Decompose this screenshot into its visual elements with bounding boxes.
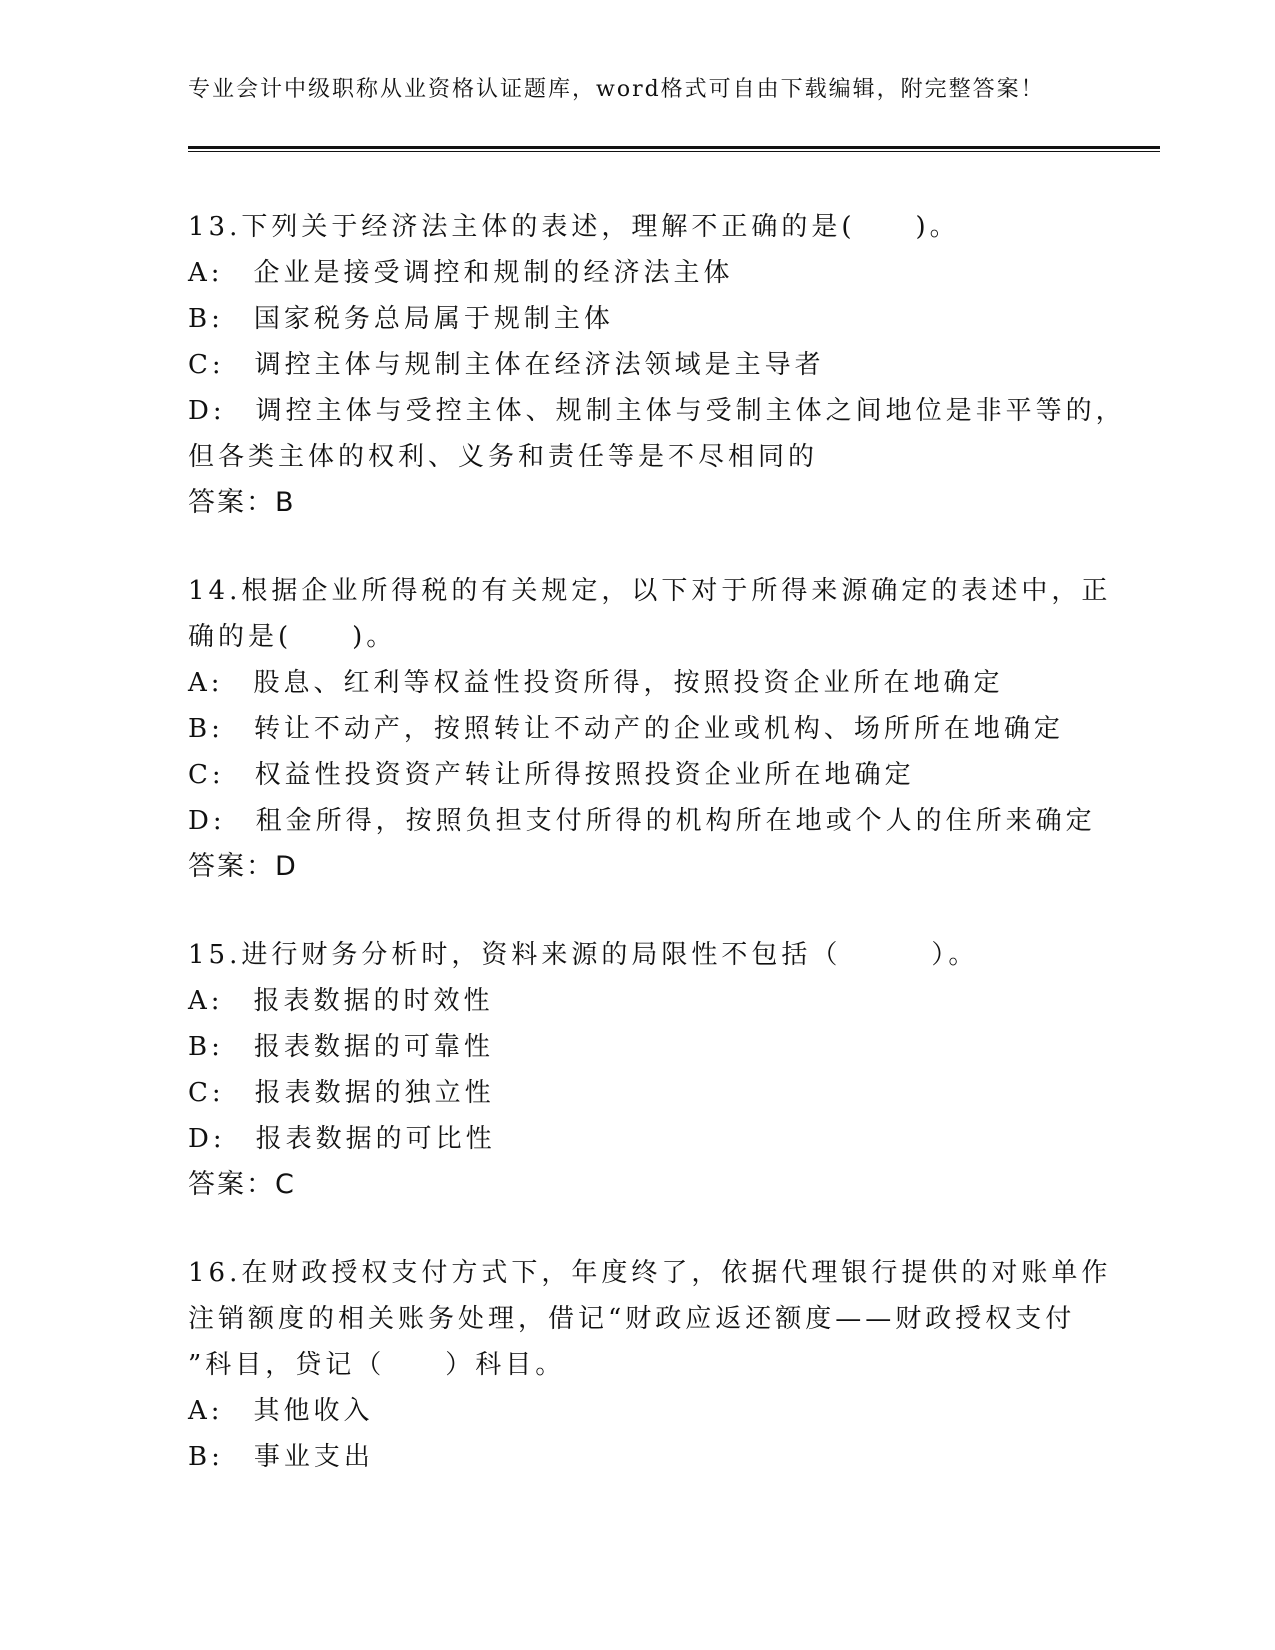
answer: 答案：B (188, 487, 296, 518)
option-a: A: 企业是接受调控和规制的经济法主体 (188, 258, 734, 288)
question-stem: 15.进行财务分析时，资料来源的局限性不包括（ ）。 (188, 940, 979, 970)
option-c: C: 权益性投资资产转让所得按照投资企业所在地确定 (188, 760, 915, 790)
option-b: B: 国家税务总局属于规制主体 (188, 304, 614, 334)
question-13 (188, 204, 1126, 526)
question-stem-continued: 确的是( )。 (188, 622, 397, 652)
question-stem: 16.在财政授权支付方式下，年度终了，依据代理银行提供的对账单作 (188, 1258, 1112, 1288)
question-14 (188, 568, 1112, 890)
page-header: 专业会计中级职称从业资格认证题库，word格式可自由下载编辑，附完整答案！ (188, 77, 1045, 102)
answer: 答案：D (188, 851, 298, 882)
option-d: D: 租金所得，按照负担支付所得的机构所在地或个人的住所来确定 (188, 806, 1096, 836)
question-15 (188, 932, 1088, 1208)
question-16 (188, 1250, 1112, 1480)
question-stem: 14.根据企业所得税的有关规定，以下对于所得来源确定的表述中，正 (188, 576, 1112, 606)
header-rule-thin (188, 151, 1160, 152)
option-b: B: 转让不动产，按照转让不动产的企业或机构、场所所在地确定 (188, 714, 1064, 744)
question-stem-continued: 注销额度的相关账务处理，借记“财政应返还额度——财政授权支付 (188, 1304, 1076, 1334)
option-c: C: 报表数据的独立性 (188, 1078, 495, 1108)
option-d: D: 报表数据的可比性 (188, 1124, 496, 1154)
option-a: A: 报表数据的时效性 (188, 986, 494, 1016)
question-list (188, 204, 1126, 1522)
option-a: A: 其他收入 (188, 1396, 374, 1426)
question-stem: 13.下列关于经济法主体的表述，理解不正确的是( )。 (188, 212, 960, 242)
option-c: C: 调控主体与规制主体在经济法领域是主导者 (188, 350, 825, 380)
header-rule-thick (188, 146, 1160, 149)
option-d-continued: 但各类主体的权利、义务和责任等是不尽相同的 (188, 442, 819, 472)
option-b: B: 事业支出 (188, 1442, 374, 1472)
answer: 答案：C (188, 1169, 296, 1200)
option-d: D: 调控主体与受控主体、规制主体与受制主体之间地位是非平等的， (188, 396, 1126, 426)
option-a: A: 股息、红利等权益性投资所得，按照投资企业所在地确定 (188, 668, 1004, 698)
option-b: B: 报表数据的可靠性 (188, 1032, 494, 1062)
question-stem-continued: ”科目，贷记（ ）科目。 (188, 1350, 566, 1380)
